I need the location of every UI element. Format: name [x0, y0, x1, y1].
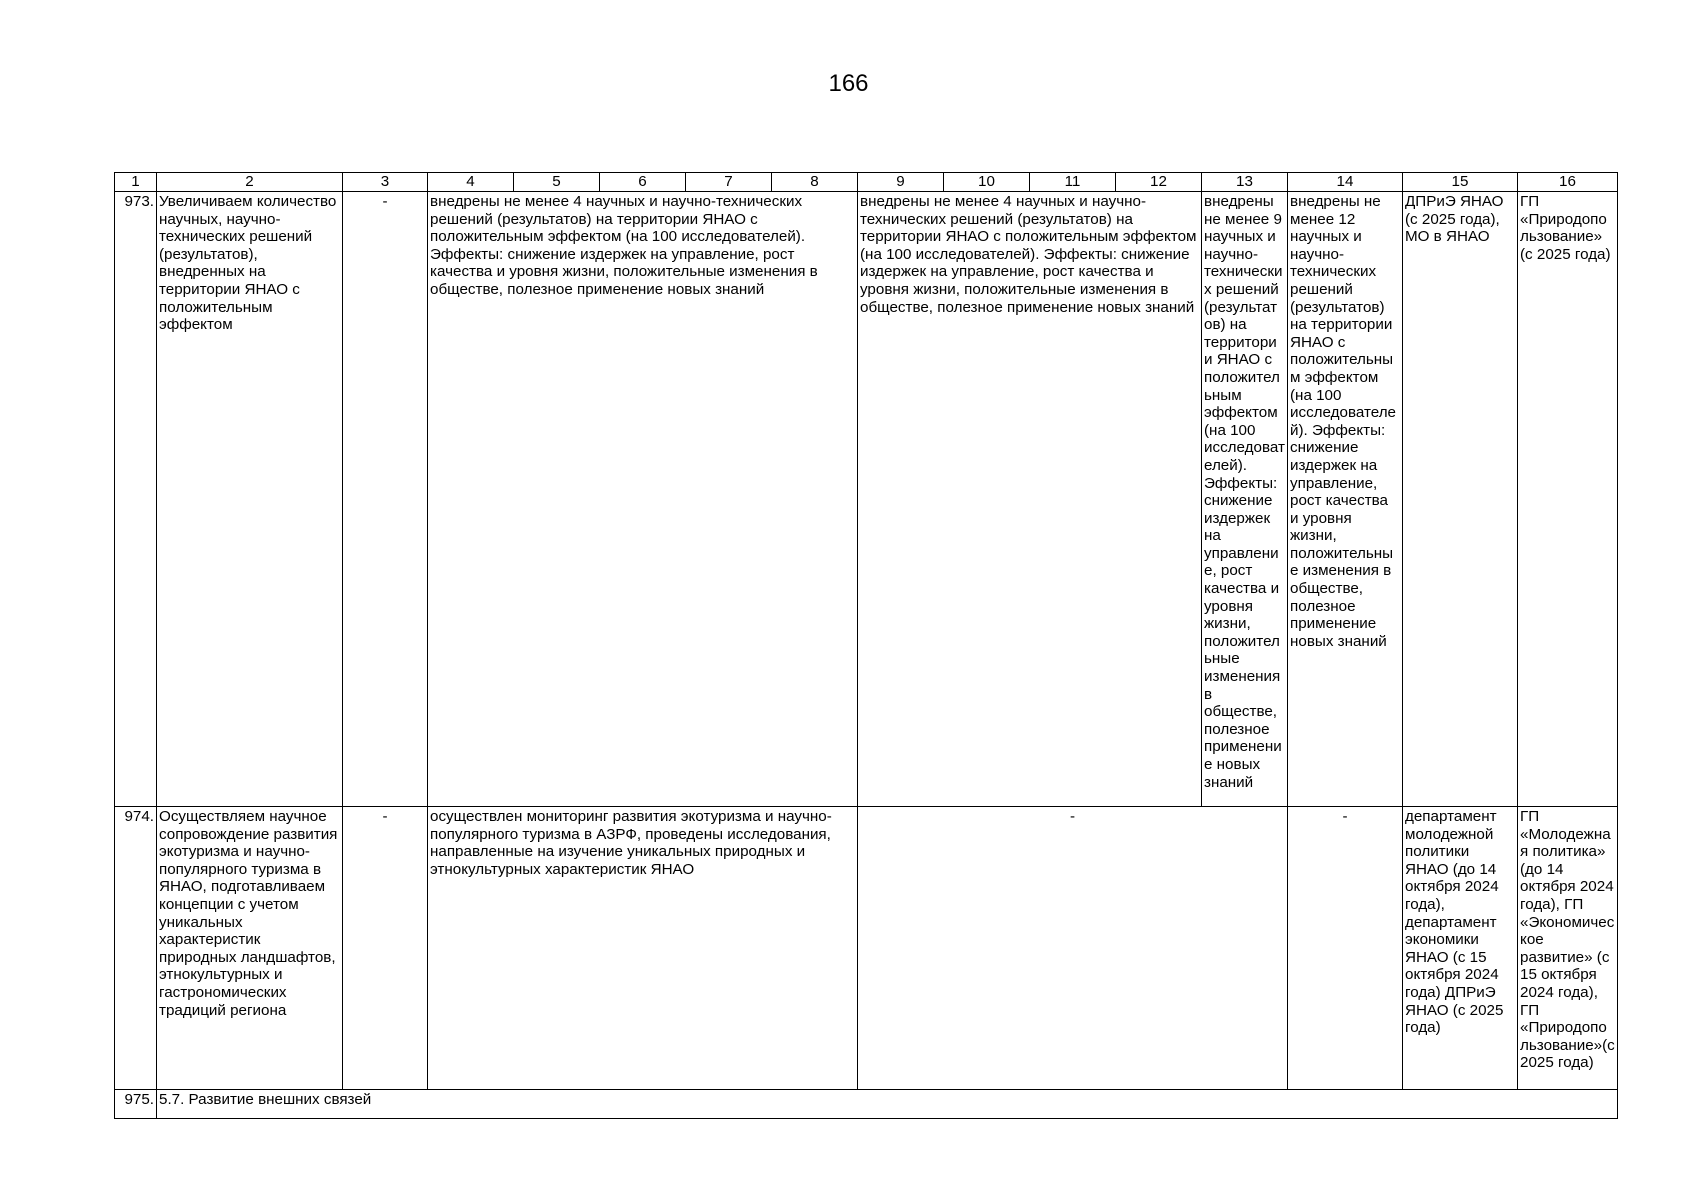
column-header: 3 — [343, 173, 428, 192]
column-header: 1 — [115, 173, 157, 192]
row-number: 974. — [115, 807, 157, 1090]
col13-cell: внедрены не менее 9 научных и научно-технических решений (результатов) на территории ЯНАО с положительным эффектом (на 100 исследователей). Эффекты: снижение издержек на управление, рост качества и уровня жизни, положительные изменения в обществе, полезное применение новых знаний — [1202, 192, 1288, 807]
page-number: 166 — [828, 70, 869, 97]
column-header: 4 — [428, 173, 514, 192]
column-header: 11 — [1030, 173, 1116, 192]
table-header-row — [115, 173, 1618, 192]
table-row — [115, 807, 1618, 1090]
result-2024-cell: осуществлен мониторинг развития экотуризма и научно-популярного туризма в АЗРФ, проведены исследования, направленные на изучение уникальных природных и этнокультурных характеристик ЯНАО — [428, 807, 858, 1090]
column-header: 16 — [1518, 173, 1618, 192]
result-2024-cell: внедрены не менее 4 научных и научно-технических решений (результатов) на территории ЯНАО с положительным эффектом (на 100 исследователей). Эффекты: снижение издержек на управление, рост качества и уровня жизни, положительные изменения в обществе, полезное применение новых знаний — [428, 192, 858, 807]
table-row — [115, 192, 1618, 807]
program-cell: ГП «Молодежная политика» (до 14 октября 2024 года), ГП «Экономическое развитие» (с 15 октября 2024 года), ГП «Природопользование»(с 2025 года) — [1518, 807, 1618, 1090]
column-header: 9 — [858, 173, 944, 192]
column-header: 13 — [1202, 173, 1288, 192]
column-header: 6 — [600, 173, 686, 192]
column-header: 5 — [514, 173, 600, 192]
column-header: 8 — [772, 173, 858, 192]
task-cell: Увеличиваем количество научных, научно-технических решений (результатов), внедренных на территории ЯНАО с положительным эффектом — [157, 192, 343, 807]
row-number: 973. — [115, 192, 157, 807]
col14-cell: - — [1288, 807, 1403, 1090]
column-header: 2 — [157, 173, 343, 192]
section-title: 5.7. Развитие внешних связей — [157, 1090, 1618, 1119]
col14-cell: внедрены не менее 12 научных и научно-технических решений (результатов) на территории ЯНАО с положительным эффектом (на 100 исследователей). Эффекты: снижение издержек на управление, рост качества и уровня жизни, положительные изменения в обществе, полезное применение новых знаний — [1288, 192, 1403, 807]
column-header: 12 — [1116, 173, 1202, 192]
column-header: 14 — [1288, 173, 1403, 192]
responsible-cell: ДПРиЭ ЯНАО (с 2025 года), МО в ЯНАО — [1403, 192, 1518, 807]
program-cell: ГП «Природопользование» (с 2025 года) — [1518, 192, 1618, 807]
result-2025-2027-cell: - — [858, 807, 1288, 1090]
col3-cell: - — [343, 192, 428, 807]
result-2025-cell: внедрены не менее 4 научных и научно-технических решений (результатов) на территории ЯНАО с положительным эффектом (на 100 исследователей). Эффекты: снижение издержек на управление, рост качества и уровня жизни, положительные изменения в обществе, полезное применение новых знаний — [858, 192, 1202, 807]
col3-cell: - — [343, 807, 428, 1090]
plan-table — [114, 172, 1618, 1119]
column-header: 10 — [944, 173, 1030, 192]
column-header: 7 — [686, 173, 772, 192]
table-row — [115, 1090, 1618, 1119]
task-cell: Осуществляем научное сопровождение развития экотуризма и научно-популярного туризма в ЯНАО, подготавливаем концепции с учетом уникальных характеристик природных ландшафтов, этнокультурных и гастрономических традиций региона — [157, 807, 343, 1090]
column-header: 15 — [1403, 173, 1518, 192]
row-number: 975. — [115, 1090, 157, 1119]
responsible-cell: департамент молодежной политики ЯНАО (до 14 октября 2024 года), департамент экономики ЯНАО (с 15 октября 2024 года) ДПРиЭ ЯНАО (с 2025 года) — [1403, 807, 1518, 1090]
